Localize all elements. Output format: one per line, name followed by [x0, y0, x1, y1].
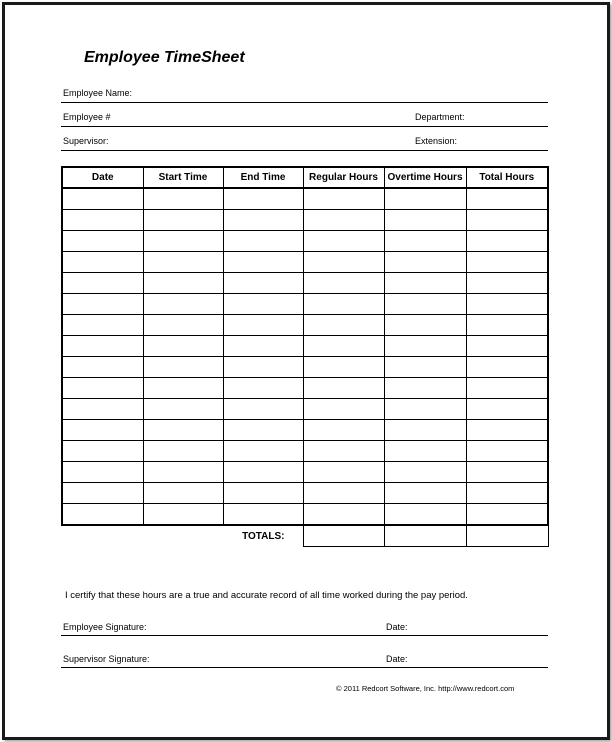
page-title: Employee TimeSheet	[84, 49, 245, 66]
total-hours-cell[interactable]	[466, 483, 548, 504]
overtime-hours-cell[interactable]	[384, 315, 466, 336]
table-row	[62, 336, 548, 357]
date-cell[interactable]	[62, 315, 143, 336]
regular-hours-cell[interactable]	[303, 188, 384, 210]
supervisor-signature-label: Supervisor Signature:	[63, 654, 150, 664]
supervisor-signature-line[interactable]	[61, 649, 548, 668]
date-cell[interactable]	[62, 294, 143, 315]
overtime-hours-cell[interactable]	[384, 420, 466, 441]
extension-label: Extension:	[415, 136, 458, 146]
total-hours-cell[interactable]	[466, 231, 548, 252]
regular-hours-cell[interactable]	[303, 294, 384, 315]
date-cell[interactable]	[62, 483, 143, 504]
total-hours-cell[interactable]	[466, 441, 548, 462]
start-time-cell[interactable]	[143, 273, 223, 294]
date-cell[interactable]	[62, 210, 143, 231]
total-hours-cell[interactable]	[466, 378, 548, 399]
end-time-cell[interactable]	[223, 231, 303, 252]
total-hours-cell[interactable]	[466, 357, 548, 378]
date-cell[interactable]	[62, 231, 143, 252]
regular-hours-cell[interactable]	[303, 336, 384, 357]
overtime-hours-cell[interactable]	[384, 188, 466, 210]
table-row	[62, 315, 548, 336]
table-row	[62, 357, 548, 378]
overtime-hours-cell[interactable]	[384, 483, 466, 504]
column-header-total-hours: Total Hours	[466, 167, 548, 188]
date-cell[interactable]	[62, 504, 143, 526]
supervisor-signature-date-label: Date:	[386, 654, 408, 664]
employee-number-label: Employee #	[63, 112, 111, 122]
column-header-regular-hours: Regular Hours	[303, 167, 384, 188]
overtime-hours-cell[interactable]	[384, 210, 466, 231]
employee-number-department-row[interactable]	[61, 108, 548, 127]
totals-row	[62, 525, 548, 547]
total-hours-cell[interactable]	[466, 188, 548, 210]
overtime-hours-cell[interactable]	[384, 441, 466, 462]
regular-hours-cell[interactable]	[303, 483, 384, 504]
table-row	[62, 210, 548, 231]
table-row	[62, 273, 548, 294]
date-cell[interactable]	[62, 336, 143, 357]
table-row	[62, 399, 548, 420]
employee-signature-label: Employee Signature:	[63, 622, 147, 632]
start-time-cell[interactable]	[143, 294, 223, 315]
start-time-cell[interactable]	[143, 378, 223, 399]
column-header-date: Date	[62, 167, 143, 188]
end-time-cell[interactable]	[223, 378, 303, 399]
table-row	[62, 420, 548, 441]
start-time-cell[interactable]	[143, 210, 223, 231]
table-row	[62, 294, 548, 315]
table-row	[62, 231, 548, 252]
regular-hours-cell[interactable]	[303, 210, 384, 231]
table-header-row	[62, 167, 548, 188]
copyright-footer: © 2011 Redcort Software, Inc. http://www.redcort.com	[336, 684, 515, 693]
table-row	[62, 462, 548, 483]
employee-signature-date-label: Date:	[386, 622, 408, 632]
supervisor-label: Supervisor:	[63, 136, 109, 146]
end-time-cell[interactable]	[223, 315, 303, 336]
total-hours-cell[interactable]	[466, 525, 548, 547]
start-time-cell[interactable]	[143, 315, 223, 336]
employee-name-label: Employee Name:	[63, 88, 133, 98]
end-time-cell[interactable]	[223, 273, 303, 294]
total-hours-cell[interactable]	[466, 420, 548, 441]
table-row	[62, 252, 548, 273]
end-time-cell[interactable]	[223, 210, 303, 231]
table-row	[62, 188, 548, 210]
timesheet-table	[61, 166, 549, 547]
date-cell[interactable]	[62, 188, 143, 210]
certification-statement: I certify that these hours are a true and accurate record of all time worked during the pay period.	[65, 590, 468, 601]
table-row	[62, 441, 548, 462]
total-overtime-hours-cell[interactable]	[384, 525, 466, 547]
regular-hours-cell[interactable]	[303, 315, 384, 336]
overtime-hours-cell[interactable]	[384, 357, 466, 378]
total-hours-cell[interactable]	[466, 399, 548, 420]
overtime-hours-cell[interactable]	[384, 231, 466, 252]
start-time-cell[interactable]	[143, 441, 223, 462]
column-header-end-time: End Time	[223, 167, 303, 188]
start-time-cell[interactable]	[143, 462, 223, 483]
totals-label: TOTALS:	[242, 530, 285, 542]
department-label: Department:	[415, 112, 465, 122]
regular-hours-cell[interactable]	[303, 252, 384, 273]
table-row	[62, 378, 548, 399]
end-time-cell[interactable]	[223, 483, 303, 504]
table-row	[62, 483, 548, 504]
start-time-cell[interactable]	[143, 357, 223, 378]
overtime-hours-cell[interactable]	[384, 273, 466, 294]
start-time-cell[interactable]	[143, 399, 223, 420]
employee-name-field[interactable]	[61, 84, 548, 103]
start-time-cell[interactable]	[143, 504, 223, 526]
overtime-hours-cell[interactable]	[384, 399, 466, 420]
regular-hours-cell[interactable]	[303, 231, 384, 252]
total-hours-cell[interactable]	[466, 294, 548, 315]
overtime-hours-cell[interactable]	[384, 378, 466, 399]
date-cell[interactable]	[62, 399, 143, 420]
start-time-cell[interactable]	[143, 252, 223, 273]
start-time-cell[interactable]	[143, 483, 223, 504]
end-time-cell[interactable]	[223, 252, 303, 273]
employee-signature-line[interactable]	[61, 617, 548, 636]
total-hours-cell[interactable]	[466, 336, 548, 357]
overtime-hours-cell[interactable]	[384, 294, 466, 315]
date-cell[interactable]	[62, 252, 143, 273]
end-time-cell[interactable]	[223, 188, 303, 210]
end-time-cell[interactable]	[223, 441, 303, 462]
total-regular-hours-cell[interactable]	[303, 525, 384, 547]
date-cell[interactable]	[62, 420, 143, 441]
start-time-cell[interactable]	[143, 420, 223, 441]
total-hours-cell[interactable]	[466, 252, 548, 273]
overtime-hours-cell[interactable]	[384, 462, 466, 483]
regular-hours-cell[interactable]	[303, 399, 384, 420]
start-time-cell[interactable]	[143, 336, 223, 357]
regular-hours-cell[interactable]	[303, 357, 384, 378]
start-time-cell[interactable]	[143, 188, 223, 210]
total-hours-cell[interactable]	[466, 315, 548, 336]
end-time-cell[interactable]	[223, 357, 303, 378]
total-hours-cell[interactable]	[466, 504, 548, 526]
date-cell[interactable]	[62, 462, 143, 483]
overtime-hours-cell[interactable]	[384, 504, 466, 526]
total-hours-cell[interactable]	[466, 210, 548, 231]
regular-hours-cell[interactable]	[303, 462, 384, 483]
end-time-cell[interactable]	[223, 420, 303, 441]
regular-hours-cell[interactable]	[303, 504, 384, 526]
end-time-cell[interactable]	[223, 462, 303, 483]
supervisor-extension-row[interactable]	[61, 132, 548, 151]
column-header-start-time: Start Time	[143, 167, 223, 188]
end-time-cell[interactable]	[223, 336, 303, 357]
overtime-hours-cell[interactable]	[384, 252, 466, 273]
regular-hours-cell[interactable]	[303, 420, 384, 441]
date-cell[interactable]	[62, 378, 143, 399]
total-hours-cell[interactable]	[466, 273, 548, 294]
date-cell[interactable]	[62, 273, 143, 294]
regular-hours-cell[interactable]	[303, 441, 384, 462]
end-time-cell[interactable]	[223, 399, 303, 420]
overtime-hours-cell[interactable]	[384, 336, 466, 357]
date-cell[interactable]	[62, 441, 143, 462]
end-time-cell[interactable]	[223, 504, 303, 526]
table-row	[62, 504, 548, 526]
end-time-cell[interactable]	[223, 294, 303, 315]
regular-hours-cell[interactable]	[303, 378, 384, 399]
column-header-overtime-hours: Overtime Hours	[384, 167, 466, 188]
regular-hours-cell[interactable]	[303, 273, 384, 294]
start-time-cell[interactable]	[143, 231, 223, 252]
total-hours-cell[interactable]	[466, 462, 548, 483]
date-cell[interactable]	[62, 357, 143, 378]
